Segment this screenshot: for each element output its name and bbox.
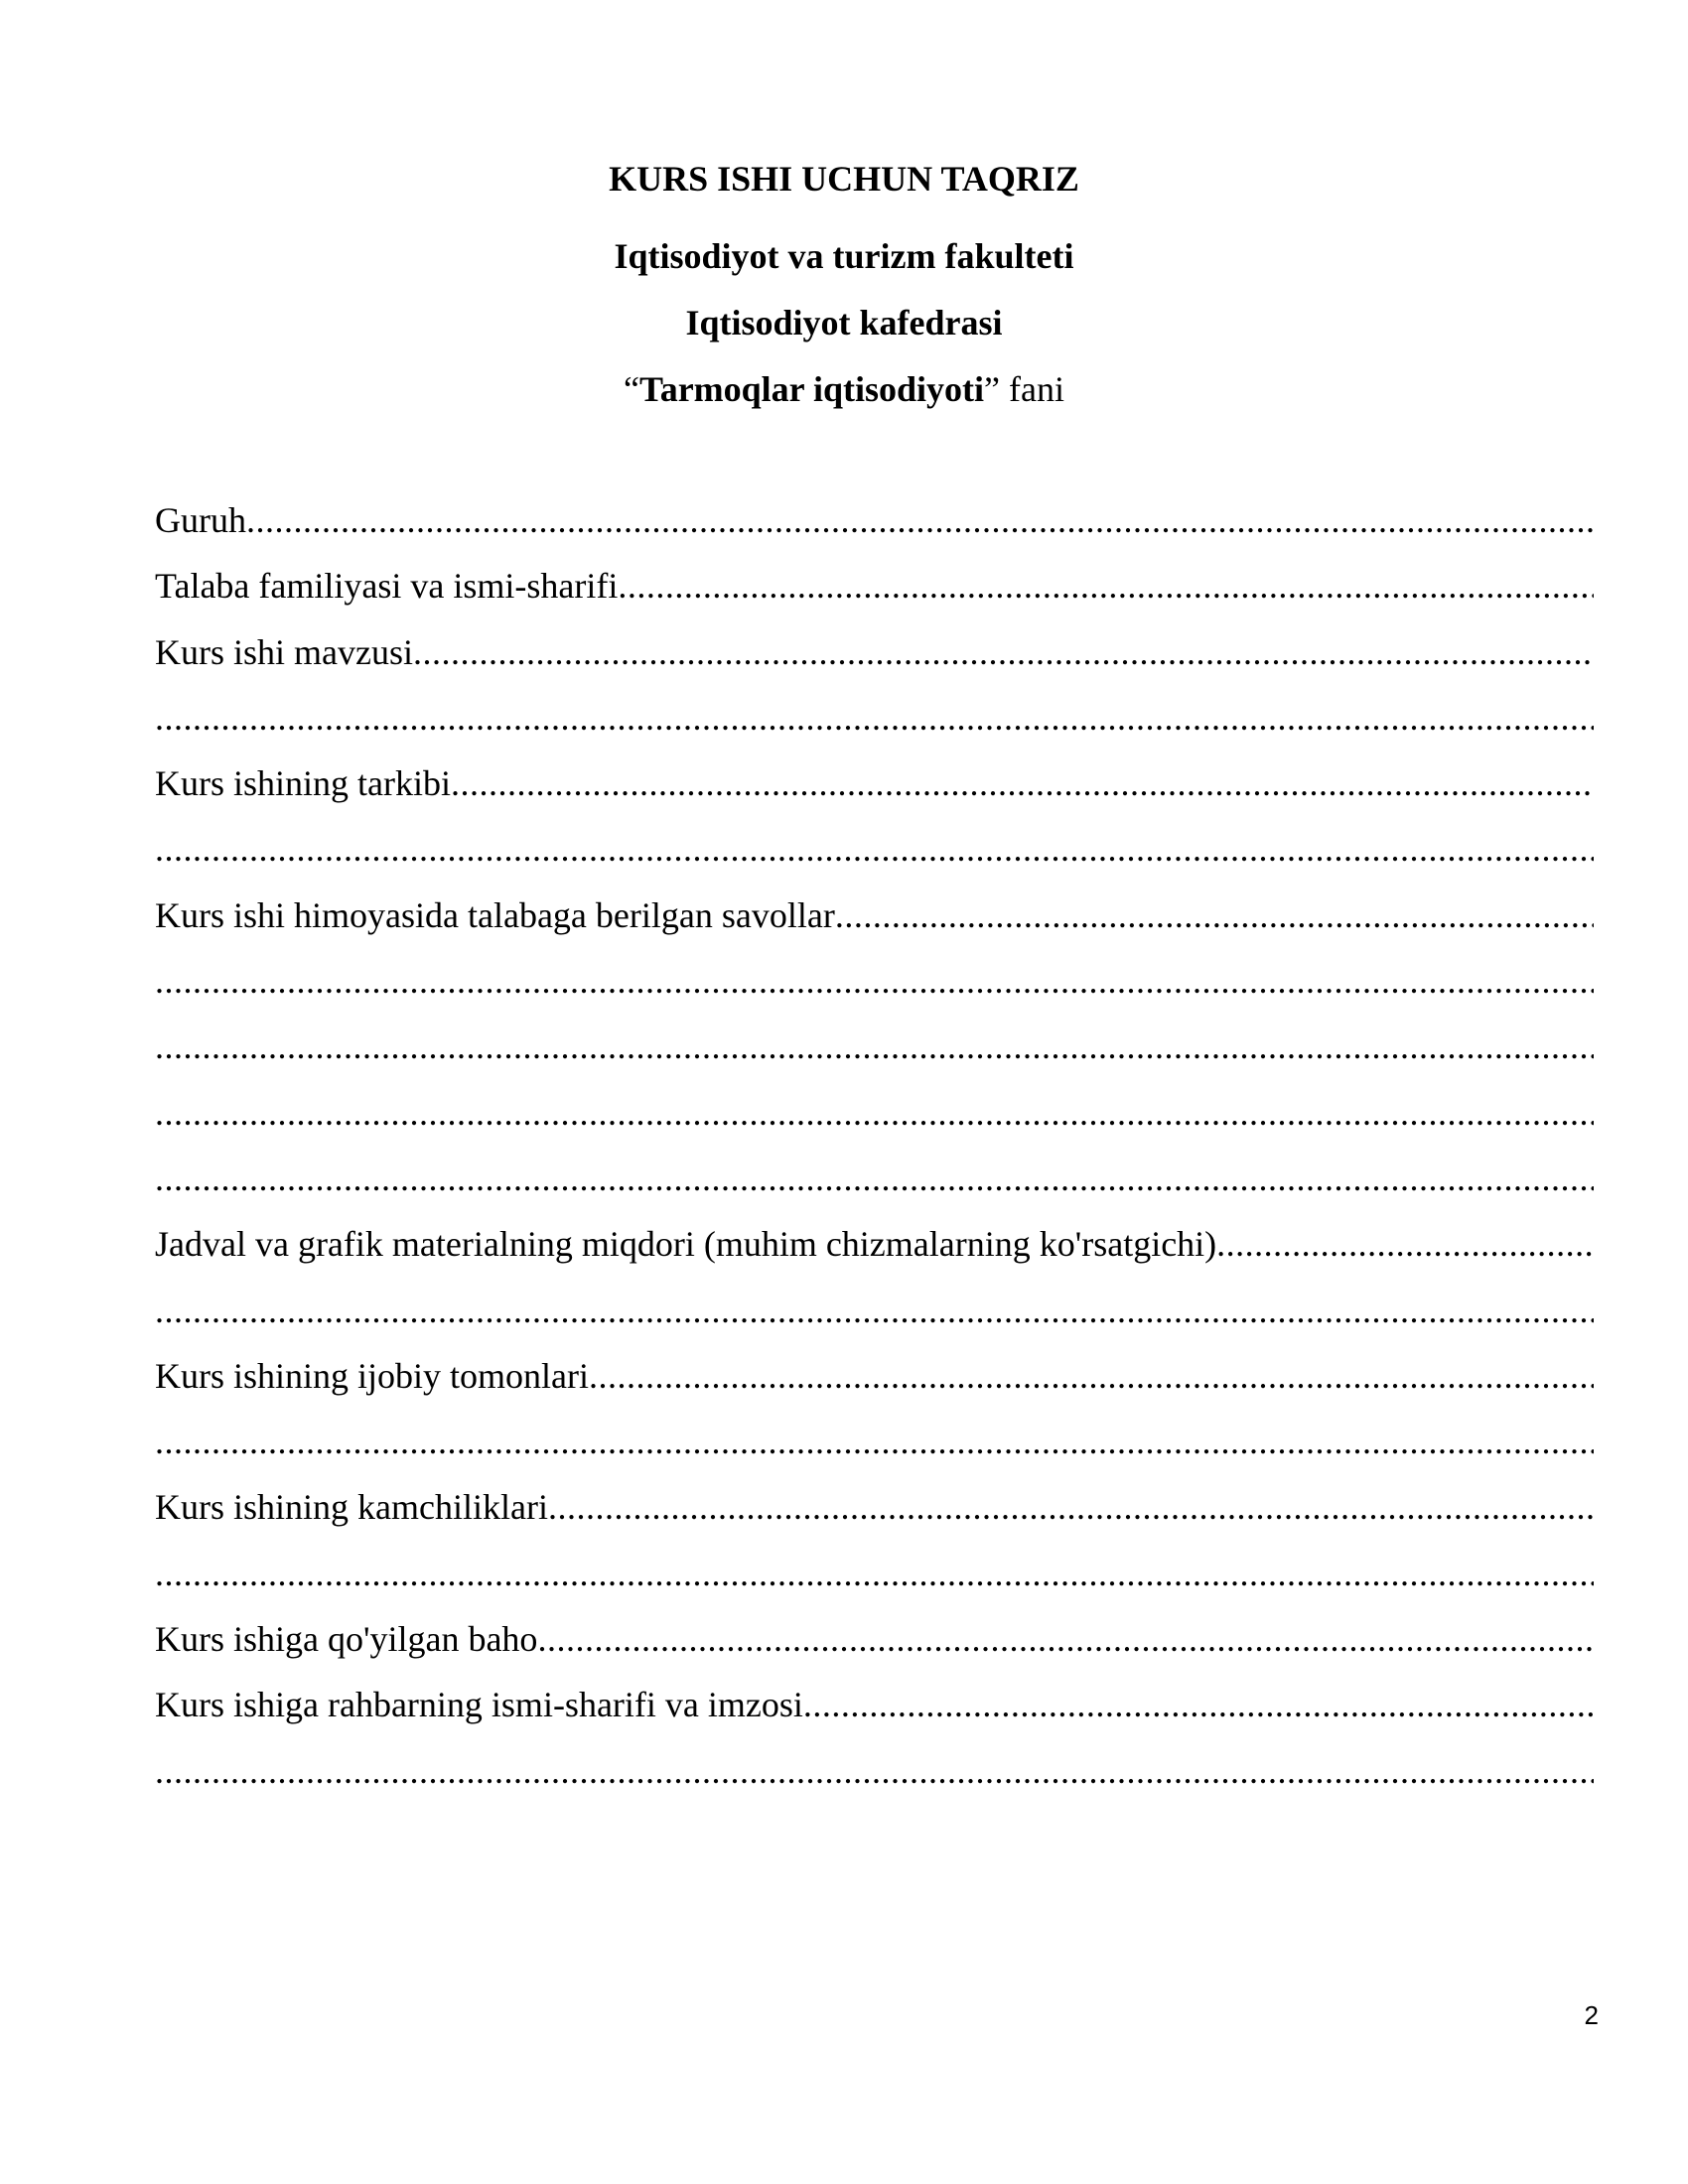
form-line-shortcomings-continued[interactable] [155, 1552, 1594, 1617]
form-line-tables-graphics[interactable] [155, 1222, 1594, 1288]
form-label: Kurs ishining tarkibi [155, 763, 451, 804]
form-line-tables-graphics-continued[interactable] [155, 1289, 1594, 1354]
fill-in-dots [548, 1485, 1594, 1529]
form-line-topic[interactable] [155, 630, 1594, 696]
fill-in-dots [589, 1354, 1594, 1398]
form-line-supervisor-signature-continued[interactable] [155, 1749, 1594, 1815]
fill-in-dots [155, 1091, 1594, 1135]
form-line-defense-questions-continued[interactable] [155, 1091, 1594, 1157]
fill-in-dots [835, 893, 1594, 937]
form-label: Kurs ishiga qo'yilgan baho [155, 1619, 538, 1660]
form-label: Kurs ishi himoyasida talabaga berilgan savollar [155, 894, 835, 935]
form-label: Kurs ishining ijobiy tomonlari [155, 1355, 589, 1396]
form-line-structure[interactable] [155, 761, 1594, 827]
subject-line [0, 369, 1688, 409]
form-line-defense-questions-continued[interactable] [155, 959, 1594, 1024]
fill-in-dots [451, 761, 1594, 805]
fill-in-dots [155, 959, 1594, 1003]
department-name: Iqtisodiyot kafedrasi [685, 303, 1003, 342]
form-line-defense-questions-continued[interactable] [155, 1024, 1594, 1090]
fill-in-dots [155, 1552, 1594, 1595]
page-number: 2 [1584, 2000, 1599, 2030]
form-line-defense-questions[interactable] [155, 893, 1594, 959]
fill-in-dots [413, 630, 1594, 674]
form-line-topic-continued[interactable] [155, 696, 1594, 761]
fill-in-dots [155, 1749, 1594, 1793]
fill-in-dots [1216, 1222, 1594, 1266]
fill-in-dots [803, 1683, 1594, 1726]
form-label: Talaba familiyasi va ismi-sharifi [155, 566, 619, 607]
form-label: Guruh [155, 500, 246, 540]
document-title: KURS ISHI UCHUN TAQRIZ [609, 159, 1079, 199]
form-label: Jadval va grafik materialning miqdori (muhim chizmalarning ko'rsatgichi) [155, 1224, 1217, 1265]
subject-name: Tarmoqlar iqtisodiyoti [638, 369, 985, 409]
subject-open-quote: “ [624, 369, 639, 409]
fill-in-dots [246, 498, 1594, 542]
form-label: Kurs ishi mavzusi [155, 631, 413, 672]
fill-in-dots [618, 564, 1594, 608]
form-line-defense-questions-continued[interactable] [155, 1157, 1594, 1222]
form-line-shortcomings[interactable] [155, 1485, 1594, 1551]
fill-in-dots [155, 696, 1594, 740]
form-line-positive-aspects[interactable] [155, 1354, 1594, 1420]
form-line-student-name[interactable] [155, 564, 1594, 629]
form-line-positive-aspects-continued[interactable] [155, 1420, 1594, 1485]
fill-in-dots [155, 827, 1594, 871]
form-label: Kurs ishiga rahbarning ismi-sharifi va imzosi [155, 1685, 803, 1725]
form-line-supervisor-signature[interactable] [155, 1683, 1594, 1748]
form-line-group[interactable] [155, 498, 1594, 564]
form-line-structure-continued[interactable] [155, 827, 1594, 892]
fill-in-dots [155, 1289, 1594, 1332]
subject-suffix: ” fani [984, 369, 1064, 409]
fill-in-dots [155, 1024, 1594, 1068]
fill-in-dots [155, 1157, 1594, 1200]
fill-in-dots [155, 1420, 1594, 1463]
fill-in-dots [537, 1617, 1594, 1661]
form-line-grade[interactable] [155, 1617, 1594, 1683]
review-form [155, 498, 1594, 1815]
form-label: Kurs ishining kamchiliklari [155, 1487, 548, 1528]
faculty-name: Iqtisodiyot va turizm fakulteti [614, 236, 1074, 276]
